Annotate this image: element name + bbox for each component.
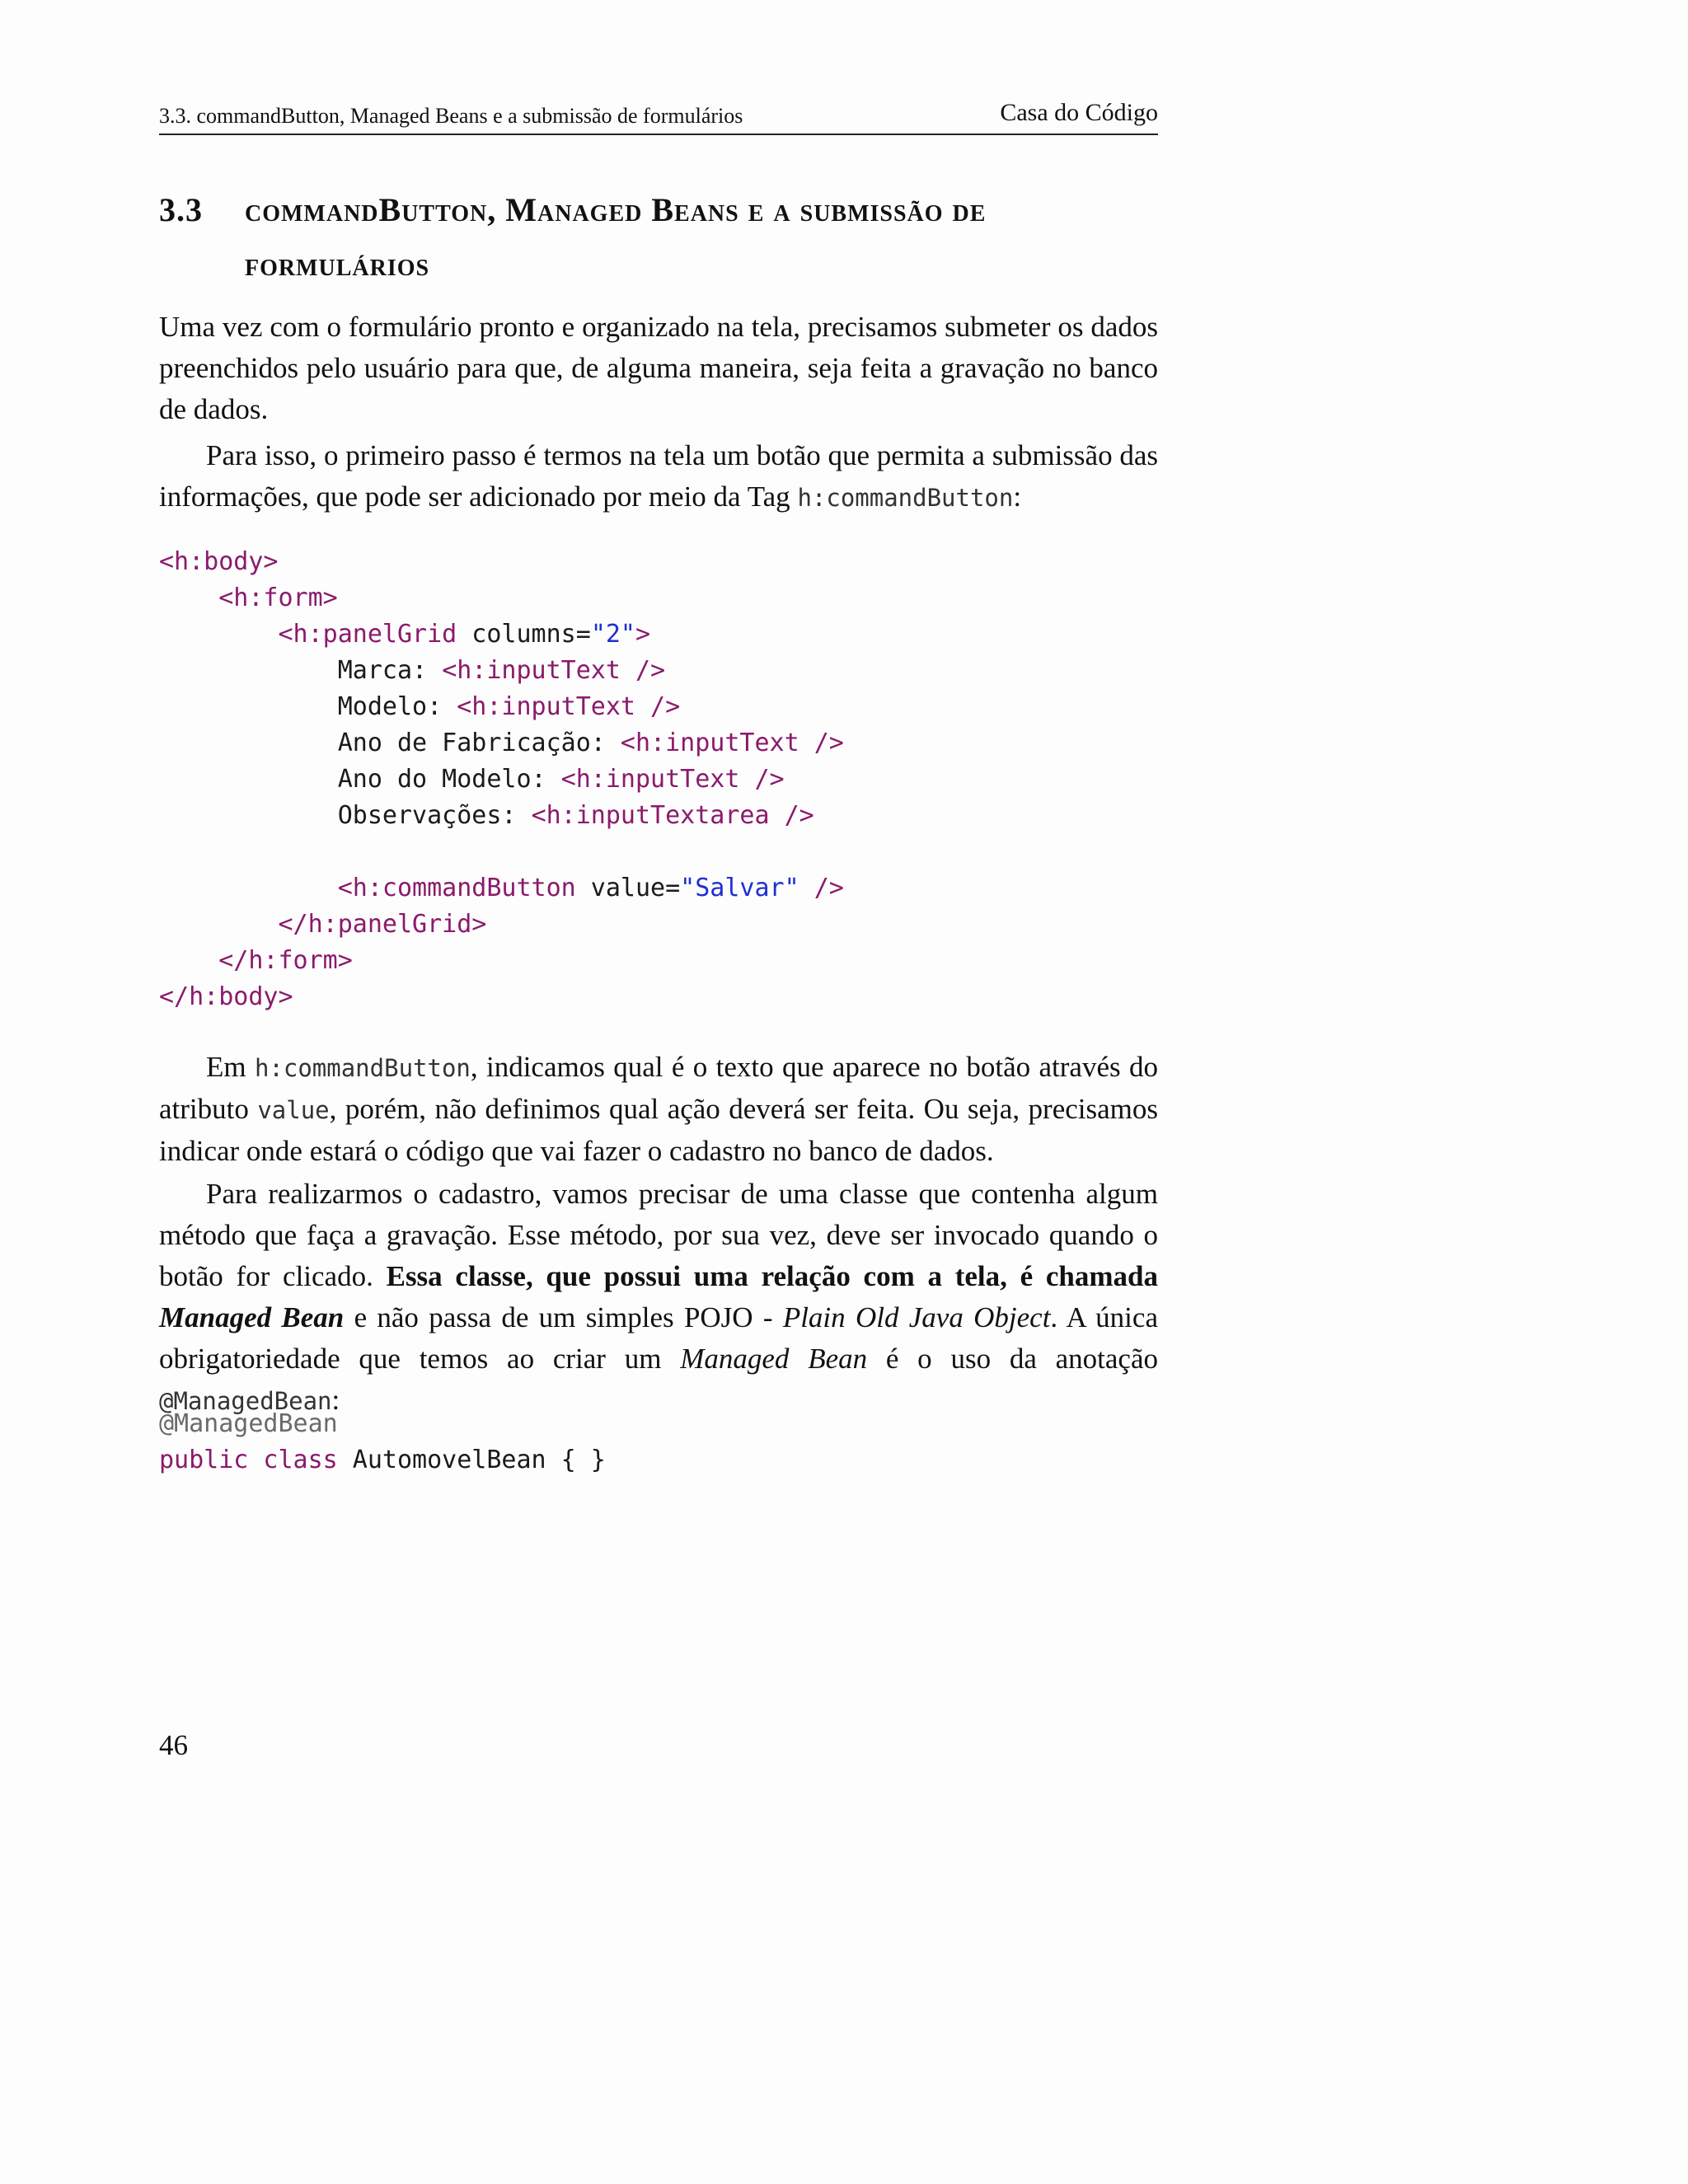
code-line-12: </h:body> [159, 982, 293, 1011]
code-line-2: <h:form> [218, 583, 338, 612]
code-block-xhtml [159, 544, 1158, 1015]
code-line-9-value: "Salvar" [680, 874, 799, 902]
code-line-11: </h:form> [218, 946, 353, 975]
section-number: 3.3 [159, 191, 203, 228]
paragraph-2 [159, 435, 1158, 518]
code-line-9-close: /> [799, 874, 844, 902]
running-header [159, 97, 1158, 135]
paragraph-4-c: . A única obrigatoriedade que temos ao criar um [159, 1301, 1158, 1375]
code-line-5-tag: <h:inputText /> [457, 692, 681, 721]
paragraph-2-text: Para isso, o primeiro passo é termos na tela um botão que permita a submissão das informações, que pode ser adicionado por meio da Tag [159, 439, 1158, 513]
code-keyword: public class [159, 1446, 338, 1474]
header-publisher: Casa do Código [1000, 99, 1158, 126]
code-line-10: </h:panelGrid> [278, 910, 487, 939]
inline-code-commandbutton-2: h:commandButton [254, 1054, 471, 1082]
paragraph-1: Uma vez com o formulário pronto e organizado na tela, precisamos submeter os dados preenchidos pelo usuário para que, de alguma maneira, seja feita a gravação no banco de dados. [159, 311, 1158, 425]
code-line-3-attr: columns= [457, 620, 591, 649]
header-section-title: 3.3. commandButton, Managed Beans e a submissão de formulários [159, 104, 743, 128]
code-line-8-label: Observações: [337, 801, 532, 830]
paragraph-4-italic-2: Managed Bean [680, 1343, 868, 1375]
paragraph-4-italic: Plain Old Java Object [782, 1301, 1051, 1333]
code-line-9-attr: value= [575, 874, 681, 902]
code-line-9-tag: <h:commandButton [337, 874, 576, 902]
paragraph-4-a: Para realizarmos o cadastro, vamos precisar de uma classe que contenha algum método que faça a gravação. Esse método, por sua vez, deve ser invocado quando o botão for clicado. [159, 1178, 1158, 1292]
code-line-4-label: Marca: [337, 656, 443, 685]
paragraph-2-end: : [1013, 480, 1022, 513]
inline-code-managedbean: @ManagedBean [159, 1387, 332, 1415]
paragraph-4-bold: Essa classe, que possui uma relação com a tela, é chamada [386, 1260, 1159, 1292]
code-line-8-tag: <h:inputTextarea /> [531, 801, 814, 830]
paragraph-4-end: : [331, 1384, 340, 1416]
section-heading [159, 183, 1158, 292]
code-block-java [159, 1406, 1158, 1479]
code-line-3-close: > [635, 620, 651, 649]
code-annotation: @ManagedBean [159, 1409, 338, 1438]
inline-code-value: value [257, 1096, 330, 1124]
section-title: commandButton, Managed Beans e a submissão de formulários [245, 191, 987, 283]
code-line-6-label: Ano de Fabricação: [337, 729, 621, 757]
code-line-5-label: Modelo: [337, 692, 457, 721]
code-line-3-tag: <h:panelGrid [278, 620, 457, 649]
paragraph-3-c: , porém, não definimos qual ação deverá ser feita. Ou seja, precisamos indicar onde estará o código que vai fazer o cadastro no banco de dados. [159, 1093, 1158, 1167]
code-line-7-label: Ano do Modelo: [337, 765, 561, 794]
page-number: 46 [159, 1729, 188, 1761]
code-line-7-tag: <h:inputText /> [560, 765, 785, 794]
code-class-declaration: AutomovelBean { } [337, 1446, 606, 1474]
code-line-3-value: "2" [590, 620, 635, 649]
paragraph-4 [159, 1174, 1158, 1422]
paragraph-4-d: é o uso da anotação [867, 1343, 1158, 1375]
code-line-6-tag: <h:inputText /> [620, 729, 844, 757]
paragraph-4-bold-italic: Managed Bean [159, 1301, 345, 1333]
paragraph-3-a: Em [206, 1051, 255, 1083]
inline-code-commandbutton: h:commandButton [797, 484, 1014, 512]
code-line-4-tag: <h:inputText /> [442, 656, 666, 685]
code-line-1: <h:body> [159, 547, 279, 576]
paragraph-3-b: , indicamos qual é o texto que aparece no botão através do atributo [159, 1051, 1158, 1125]
paragraph-3 [159, 1047, 1158, 1172]
paragraph-4-b: e não passa de um simples POJO - [344, 1301, 783, 1333]
